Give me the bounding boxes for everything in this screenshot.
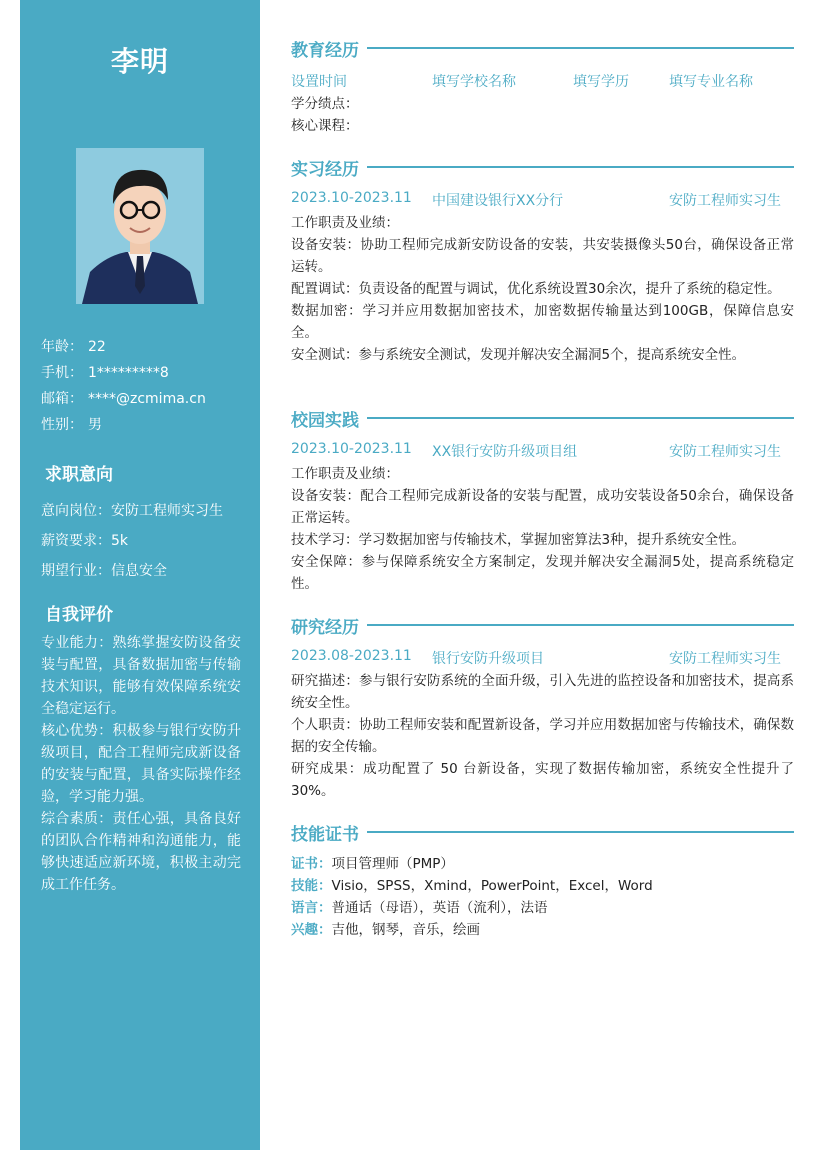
campus-header: [291, 441, 794, 461]
internship-header: [291, 190, 794, 210]
section-internship: 实习经历: [291, 155, 794, 179]
internship-details: 工作职责及业绩： 设备安装：协助工程师完成新安防设备的安装，共安装摄像头50台，确保设备正常运转。 配置调试：负责设备的配置与调试，优化系统设置30余次，提升了系统的稳定性。 数据加密：学习并应用数据加密技术，加密数据传输量达到100GB，保障信息安全。 安全测试：参与系统安全测试，发现并解决安全漏洞5个，提高系统安全性。: [291, 215, 794, 363]
research-header: [291, 648, 794, 668]
info-gender: 性别： 男: [41, 417, 102, 433]
skill-language: 语言：普通话（母语），英语（流利），法语: [291, 900, 548, 916]
info-phone: 手机： 1*********8: [41, 365, 169, 381]
self-eval-item: 综合素质：责任心强，具备良好的团队合作精神和沟通能力，能够快速适应新环境，积极主动完成工作任务。: [41, 811, 241, 893]
education-major: 填写专业名称: [669, 74, 753, 90]
internship-time: 2023.10-2023.11: [291, 190, 412, 206]
intent-title: 求职意向: [45, 465, 113, 485]
sidebar: [20, 0, 260, 1150]
section-divider: [367, 47, 794, 49]
self-eval-item: 核心优势：积极参与银行安防升级项目，配合工程师完成新设备的安装与配置，具备实际操作经验，学习能力强。: [41, 723, 241, 805]
basic-info: [41, 334, 206, 438]
campus-details: 工作职责及业绩： 设备安装：配合工程师完成新设备的安装与配置，成功安装设备50余台，确保设备正常运转。 技术学习：学习数据加密与传输技术，掌握加密算法3种，提升系统安全性。 安全保障：参与保障系统安全方案制定，发现并解决安全漏洞5处，提高系统稳定性。: [291, 466, 794, 592]
skill-tools: 技能：Visio，SPSS，Xmind，PowerPoint，Excel，Word: [291, 878, 653, 894]
profile-photo: [76, 148, 204, 304]
candidate-name: 李明: [110, 45, 169, 78]
education-school: 填写学校名称: [432, 74, 516, 90]
skills-details: [291, 853, 794, 941]
intent-position: 意向岗位：安防工程师实习生: [41, 503, 223, 519]
campus-org: XX银行安防升级项目组: [432, 444, 578, 460]
intent-list: [41, 496, 223, 586]
internship-org: 中国建设银行XX分行: [432, 193, 564, 209]
info-age: 年龄： 22: [41, 339, 106, 355]
self-eval-title: 自我评价: [45, 605, 113, 625]
research-details: 研究描述：参与银行安防系统的全面升级，引入先进的监控设备和加密技术，提高系统安全性。 个人职责：协助工程师安装和配置新设备，学习并应用数据加密与传输技术，确保数据的安全传输。 研究成果：成功配置了 50 台新设备，实现了数据传输加密，系统安全性提升了 30%。: [291, 673, 794, 799]
intent-salary: 薪资要求：5k: [41, 533, 129, 549]
skill-interest: 兴趣：吉他，钢琴，音乐，绘画: [291, 922, 480, 938]
campus-time: 2023.10-2023.11: [291, 441, 412, 457]
campus-role: 安防工程师实习生: [669, 444, 781, 460]
section-divider: [367, 417, 794, 419]
section-divider: [367, 624, 794, 626]
education-details: 学分绩点： 核心课程：: [291, 96, 359, 134]
internship-role: 安防工程师实习生: [669, 193, 781, 209]
section-divider: [367, 831, 794, 833]
section-education: 教育经历: [291, 36, 794, 60]
skill-certificate: 证书：项目管理师（PMP）: [291, 856, 454, 872]
education-time: 设置时间: [291, 74, 347, 90]
education-degree: 填写学历: [573, 74, 629, 90]
self-eval-text: [41, 632, 241, 896]
self-eval-item: 专业能力：熟练掌握安防设备安装与配置，具备数据加密与传输技术知识，能够有效保障系统安全稳定运行。: [41, 635, 241, 717]
section-divider: [367, 166, 794, 168]
section-campus: 校园实践: [291, 406, 794, 430]
section-research: 研究经历: [291, 613, 794, 637]
research-time: 2023.08-2023.11: [291, 648, 412, 664]
education-header: [291, 71, 794, 91]
section-skills: 技能证书: [291, 820, 794, 844]
intent-industry: 期望行业：信息安全: [41, 563, 167, 579]
research-org: 银行安防升级项目: [432, 651, 544, 667]
research-role: 安防工程师实习生: [669, 651, 781, 667]
info-email: 邮箱： ****@zcmima.cn: [41, 391, 206, 407]
